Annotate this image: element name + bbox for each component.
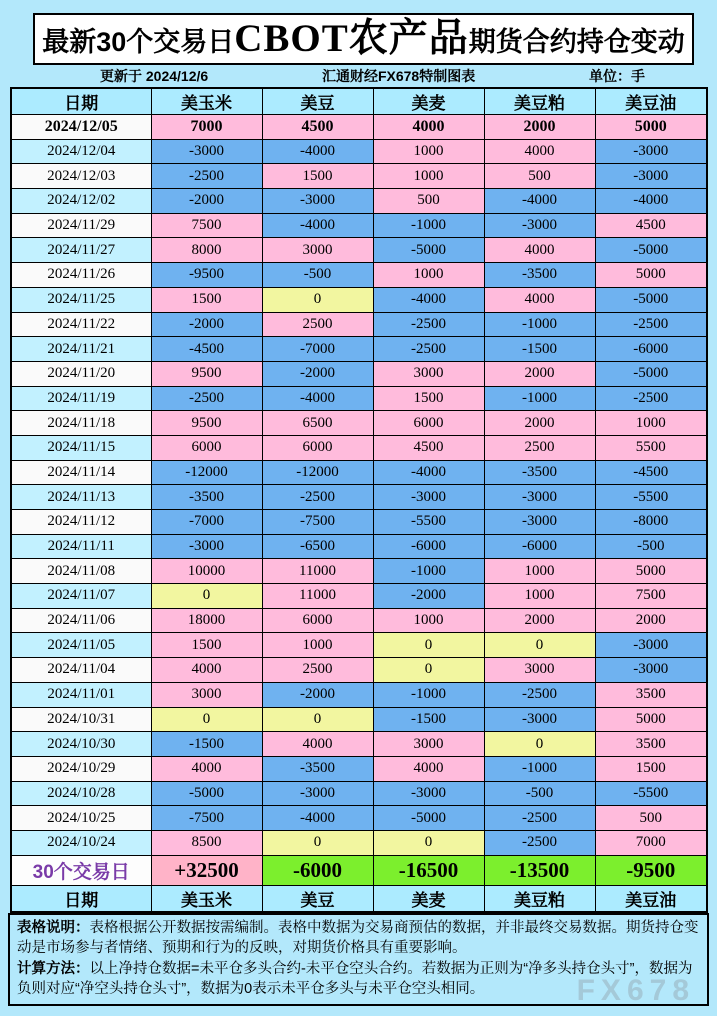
footer-notes	[8, 913, 709, 1006]
value-cell: -3000	[373, 781, 484, 806]
value-cell: -3000	[595, 164, 707, 189]
date-cell: 2024/11/15	[11, 435, 151, 460]
bottom-column-header-5: 美豆油	[595, 885, 707, 912]
table-row	[11, 510, 707, 535]
value-cell: -3000	[595, 139, 707, 164]
value-cell: 6000	[262, 608, 373, 633]
bottom-column-header-3: 美麦	[373, 885, 484, 912]
value-cell: 3000	[373, 361, 484, 386]
value-cell: -2500	[373, 337, 484, 362]
value-cell: -1000	[484, 312, 595, 337]
value-cell: 4000	[484, 287, 595, 312]
bottom-column-header-2: 美豆	[262, 885, 373, 912]
value-cell: -2500	[151, 386, 262, 411]
date-cell: 2024/10/25	[11, 806, 151, 831]
date-cell: 2024/10/30	[11, 732, 151, 757]
unit-label: 单位：手	[588, 68, 645, 84]
value-cell: -3000	[151, 139, 262, 164]
value-cell: -4000	[373, 287, 484, 312]
value-cell: 2000	[484, 115, 595, 140]
value-cell: 0	[262, 707, 373, 732]
table-row	[11, 189, 707, 214]
summary-value-cell: -13500	[484, 855, 595, 885]
value-cell: 0	[151, 584, 262, 609]
value-cell: -6000	[595, 337, 707, 362]
value-cell: 0	[373, 658, 484, 683]
value-cell: 2000	[484, 411, 595, 436]
value-cell: 1000	[373, 263, 484, 288]
value-cell: 2000	[484, 608, 595, 633]
date-cell: 2024/11/12	[11, 510, 151, 535]
value-cell: -4000	[373, 460, 484, 485]
title-prefix: 最新30个交易日	[42, 27, 235, 57]
value-cell: -2500	[373, 312, 484, 337]
value-cell: 1500	[262, 164, 373, 189]
date-cell: 2024/11/25	[11, 287, 151, 312]
table-row	[11, 213, 707, 238]
value-cell: -2500	[484, 806, 595, 831]
chart-title	[33, 13, 694, 65]
date-cell: 2024/11/08	[11, 559, 151, 584]
table-row	[11, 435, 707, 460]
value-cell: 11000	[262, 559, 373, 584]
value-cell: 7500	[151, 213, 262, 238]
value-cell: -1000	[373, 682, 484, 707]
value-cell: 7000	[595, 830, 707, 855]
method-text: 以上净持仓数据=未平仓多头合约-未平仓空头合约。若数据为正则为“净多头持仓头寸”，数据为负则对应“净空头持仓头寸”，数据为0表示未平仓多头与未平仓空头相同。	[17, 960, 693, 998]
value-cell: 4500	[262, 115, 373, 140]
watermark-logo: FX678	[576, 974, 695, 1008]
value-cell: 5000	[595, 707, 707, 732]
value-cell: 6000	[262, 435, 373, 460]
source-credit: 汇通财经FX678特制图表	[321, 68, 476, 84]
value-cell: 1000	[373, 608, 484, 633]
date-cell: 2024/11/06	[11, 608, 151, 633]
table-row	[11, 756, 707, 781]
value-cell: -5000	[373, 806, 484, 831]
value-cell: -2000	[262, 682, 373, 707]
bottom-column-header-1: 美玉米	[151, 885, 262, 912]
value-cell: -9500	[151, 263, 262, 288]
value-cell: -3500	[484, 263, 595, 288]
value-cell: -4500	[595, 460, 707, 485]
value-cell: -3000	[595, 658, 707, 683]
summary-value-cell: -6000	[262, 855, 373, 885]
table-row	[11, 287, 707, 312]
value-cell: 2500	[262, 312, 373, 337]
value-cell: -5000	[595, 361, 707, 386]
value-cell: 5000	[595, 115, 707, 140]
value-cell: -1500	[373, 707, 484, 732]
value-cell: 6000	[373, 411, 484, 436]
value-cell: 0	[262, 287, 373, 312]
date-cell: 2024/11/13	[11, 485, 151, 510]
column-header-1: 美玉米	[151, 88, 262, 115]
date-cell: 2024/12/05	[11, 115, 151, 140]
value-cell: 4000	[262, 732, 373, 757]
table-row	[11, 460, 707, 485]
value-cell: 3000	[373, 732, 484, 757]
date-cell: 2024/11/18	[11, 411, 151, 436]
table-row	[11, 139, 707, 164]
value-cell: -4000	[262, 213, 373, 238]
date-cell: 2024/11/26	[11, 263, 151, 288]
value-cell: -1000	[373, 559, 484, 584]
value-cell: -6500	[262, 534, 373, 559]
value-cell: 1500	[151, 633, 262, 658]
table-row	[11, 732, 707, 757]
value-cell: -2000	[262, 361, 373, 386]
value-cell: -2500	[595, 386, 707, 411]
summary-value-cell: -16500	[373, 855, 484, 885]
value-cell: -500	[262, 263, 373, 288]
summary-label: 30个交易日	[11, 855, 151, 885]
table-body	[11, 115, 707, 856]
value-cell: -3000	[151, 534, 262, 559]
value-cell: 500	[484, 164, 595, 189]
value-cell: -5000	[373, 238, 484, 263]
date-cell: 2024/10/29	[11, 756, 151, 781]
value-cell: -3500	[484, 460, 595, 485]
title-brand: CBOT农产品	[234, 17, 469, 60]
column-header-5: 美豆油	[595, 88, 707, 115]
value-cell: -500	[484, 781, 595, 806]
value-cell: 2500	[484, 435, 595, 460]
table-row	[11, 312, 707, 337]
date-cell: 2024/11/27	[11, 238, 151, 263]
table-row	[11, 806, 707, 831]
value-cell: 3000	[484, 658, 595, 683]
value-cell: -2000	[373, 584, 484, 609]
value-cell: 2500	[262, 658, 373, 683]
table-row	[11, 633, 707, 658]
value-cell: -5500	[595, 485, 707, 510]
table-row	[11, 411, 707, 436]
value-cell: -2000	[151, 189, 262, 214]
value-cell: 4000	[151, 658, 262, 683]
value-cell: 2000	[484, 361, 595, 386]
value-cell: -7500	[262, 510, 373, 535]
value-cell: -2500	[484, 830, 595, 855]
value-cell: -2500	[262, 485, 373, 510]
meta-row	[100, 65, 645, 87]
value-cell: 11000	[262, 584, 373, 609]
table-header-row	[11, 88, 707, 115]
value-cell: 4000	[484, 238, 595, 263]
value-cell: -4000	[262, 386, 373, 411]
value-cell: 0	[484, 633, 595, 658]
column-header-3: 美麦	[373, 88, 484, 115]
value-cell: 1000	[484, 584, 595, 609]
value-cell: 8000	[151, 238, 262, 263]
value-cell: -12000	[151, 460, 262, 485]
value-cell: -5000	[595, 238, 707, 263]
value-cell: -3500	[151, 485, 262, 510]
positions-table	[10, 87, 708, 913]
column-header-2: 美豆	[262, 88, 373, 115]
value-cell: 0	[373, 633, 484, 658]
date-cell: 2024/10/28	[11, 781, 151, 806]
value-cell: -3000	[484, 707, 595, 732]
table-row	[11, 337, 707, 362]
value-cell: 0	[373, 830, 484, 855]
table-footer-header-row	[11, 885, 707, 912]
date-cell: 2024/11/07	[11, 584, 151, 609]
value-cell: 8500	[151, 830, 262, 855]
summary-row	[11, 855, 707, 885]
date-cell: 2024/11/11	[11, 534, 151, 559]
method-label: 计算方法：	[17, 960, 90, 977]
date-cell: 2024/11/01	[11, 682, 151, 707]
value-cell: -2500	[151, 164, 262, 189]
column-header-0: 日期	[11, 88, 151, 115]
value-cell: -1000	[484, 756, 595, 781]
table-row	[11, 164, 707, 189]
value-cell: -3000	[595, 633, 707, 658]
value-cell: 4000	[151, 756, 262, 781]
value-cell: -6000	[484, 534, 595, 559]
date-cell: 2024/12/02	[11, 189, 151, 214]
date-cell: 2024/12/03	[11, 164, 151, 189]
table-row	[11, 115, 707, 140]
value-cell: -3500	[262, 756, 373, 781]
value-cell: 7500	[595, 584, 707, 609]
value-cell: 0	[484, 732, 595, 757]
value-cell: -3000	[373, 485, 484, 510]
date-cell: 2024/11/29	[11, 213, 151, 238]
value-cell: -5000	[595, 287, 707, 312]
value-cell: 5500	[595, 435, 707, 460]
value-cell: -1500	[484, 337, 595, 362]
value-cell: 1500	[151, 287, 262, 312]
value-cell: -3000	[484, 213, 595, 238]
value-cell: 1000	[262, 633, 373, 658]
table-row	[11, 361, 707, 386]
table-row	[11, 386, 707, 411]
date-cell: 2024/11/19	[11, 386, 151, 411]
value-cell: -5000	[151, 781, 262, 806]
value-cell: -3000	[484, 510, 595, 535]
bottom-column-header-4: 美豆粕	[484, 885, 595, 912]
value-cell: 3000	[262, 238, 373, 263]
date-cell: 2024/12/04	[11, 139, 151, 164]
value-cell: 6000	[151, 435, 262, 460]
value-cell: -1000	[373, 213, 484, 238]
note-text: 表格根据公开数据按需编制。表格中数据为交易商预估的数据，并非最终交易数据。期货持仓变动是市场参与者情绪、预期和行为的反映，对期货价格具有重要影响。	[17, 919, 699, 957]
date-cell: 2024/11/14	[11, 460, 151, 485]
value-cell: -4000	[262, 806, 373, 831]
value-cell: 0	[262, 830, 373, 855]
value-cell: -1000	[484, 386, 595, 411]
value-cell: 10000	[151, 559, 262, 584]
value-cell: 7000	[151, 115, 262, 140]
summary-value-cell: -9500	[595, 855, 707, 885]
table-row	[11, 608, 707, 633]
date-cell: 2024/11/21	[11, 337, 151, 362]
value-cell: -12000	[262, 460, 373, 485]
table-row	[11, 263, 707, 288]
value-cell: 1000	[595, 411, 707, 436]
value-cell: 5000	[595, 559, 707, 584]
value-cell: 500	[595, 806, 707, 831]
value-cell: 5000	[595, 263, 707, 288]
value-cell: 4000	[373, 115, 484, 140]
value-cell: 1500	[595, 756, 707, 781]
table-row	[11, 534, 707, 559]
value-cell: -6000	[373, 534, 484, 559]
date-cell: 2024/10/31	[11, 707, 151, 732]
value-cell: -3000	[262, 189, 373, 214]
date-cell: 2024/10/24	[11, 830, 151, 855]
column-header-4: 美豆粕	[484, 88, 595, 115]
value-cell: 3000	[151, 682, 262, 707]
value-cell: 500	[373, 189, 484, 214]
value-cell: 3500	[595, 732, 707, 757]
value-cell: -2500	[595, 312, 707, 337]
value-cell: -7000	[262, 337, 373, 362]
value-cell: -2000	[151, 312, 262, 337]
table-row	[11, 830, 707, 855]
table-row	[11, 707, 707, 732]
table-row	[11, 584, 707, 609]
value-cell: 4000	[484, 139, 595, 164]
date-cell: 2024/11/22	[11, 312, 151, 337]
value-cell: 6500	[262, 411, 373, 436]
table-row	[11, 781, 707, 806]
value-cell: -2500	[484, 682, 595, 707]
value-cell: -8000	[595, 510, 707, 535]
note-label: 表格说明：	[17, 919, 90, 936]
updated-date: 更新于 2024/12/6	[100, 68, 209, 84]
table-row	[11, 559, 707, 584]
value-cell: -5500	[595, 781, 707, 806]
value-cell: 1500	[373, 386, 484, 411]
value-cell: -7500	[151, 806, 262, 831]
title-suffix: 期货合约持仓变动	[468, 27, 685, 57]
value-cell: -4000	[262, 139, 373, 164]
value-cell: -4000	[595, 189, 707, 214]
value-cell: 1000	[373, 164, 484, 189]
value-cell: 9500	[151, 361, 262, 386]
value-cell: -3000	[484, 485, 595, 510]
bottom-column-header-0: 日期	[11, 885, 151, 912]
summary-value-cell: +32500	[151, 855, 262, 885]
value-cell: -1500	[151, 732, 262, 757]
value-cell: -4000	[484, 189, 595, 214]
value-cell: 4000	[373, 756, 484, 781]
value-cell: 1000	[484, 559, 595, 584]
table-row	[11, 682, 707, 707]
date-cell: 2024/11/20	[11, 361, 151, 386]
value-cell: -4500	[151, 337, 262, 362]
value-cell: 2000	[595, 608, 707, 633]
table-row	[11, 658, 707, 683]
value-cell: 4500	[595, 213, 707, 238]
value-cell: -3000	[262, 781, 373, 806]
date-cell: 2024/11/04	[11, 658, 151, 683]
table-row	[11, 485, 707, 510]
value-cell: 18000	[151, 608, 262, 633]
value-cell: -5500	[373, 510, 484, 535]
value-cell: 3500	[595, 682, 707, 707]
value-cell: -500	[595, 534, 707, 559]
value-cell: -7000	[151, 510, 262, 535]
value-cell: 1000	[373, 139, 484, 164]
table-row	[11, 238, 707, 263]
value-cell: 0	[151, 707, 262, 732]
date-cell: 2024/11/05	[11, 633, 151, 658]
value-cell: 9500	[151, 411, 262, 436]
value-cell: 4500	[373, 435, 484, 460]
